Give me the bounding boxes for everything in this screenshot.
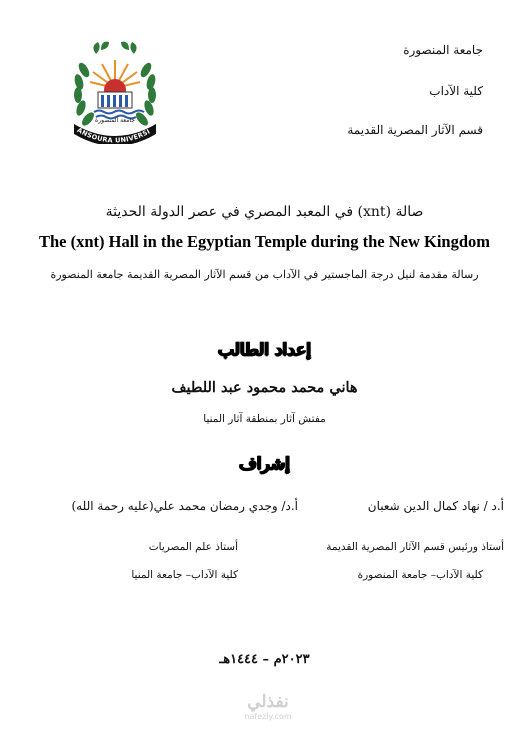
university-logo [68,40,162,144]
supervisor-1-title: أستاذ ورئيس قسم الآثار المصرية القديمة [326,541,504,553]
mansoura-logo-icon [68,40,162,144]
supervisor-2-name: أ.د/ وجدي رمضان محمد علي(عليه رحمة الله) [71,499,298,513]
thesis-note: رسالة مقدمة لنيل درجة الماجستير في الآداب من قسم الآثار المصرية القديمة جامعة المنصورة [50,268,479,281]
title-arabic: صالة (xnt) في المعبد المصري في عصر الدولة الحديثة [105,204,424,220]
supervisor-1-name: أ.د / نهاد كمال الدين شعبان [367,499,504,513]
university-name: جامعة المنصورة [403,43,483,57]
department-name: قسم الآثار المصرية القديمة [347,123,483,137]
watermark [226,692,310,730]
supervision-heading: إشراف [239,454,290,474]
student-position: مفتش آثار بمنطقة آثار المنيا [203,413,326,425]
date: ٢٠٢٣م – ١٤٤٤هـ [219,652,310,667]
prepared-by-heading: إعداد الطالب [218,340,311,360]
svg-text:MANSOURA UNIVERSITY: ANSOURA UNIVERSI [75,126,152,144]
student-name: هاني محمد محمود عبد اللطيف [171,379,358,396]
watermark-text: نفذلي [247,692,289,712]
supervisor-1-affiliation: كلية الآداب– جامعة المنصورة [357,569,483,581]
title-english: The (xnt) Hall in the Egyptian Temple during the New Kingdom [38,232,491,251]
supervisor-2-affiliation: كلية الآداب– جامعة المنيا [131,569,238,581]
supervisor-2-title: أستاذ علم المصريات [148,541,238,553]
svg-text:جامعة المنصورة: جامعة المنصورة [95,117,135,124]
watermark-url: nafezly.com [244,712,292,721]
faculty-name: كلية الآداب [429,84,483,98]
